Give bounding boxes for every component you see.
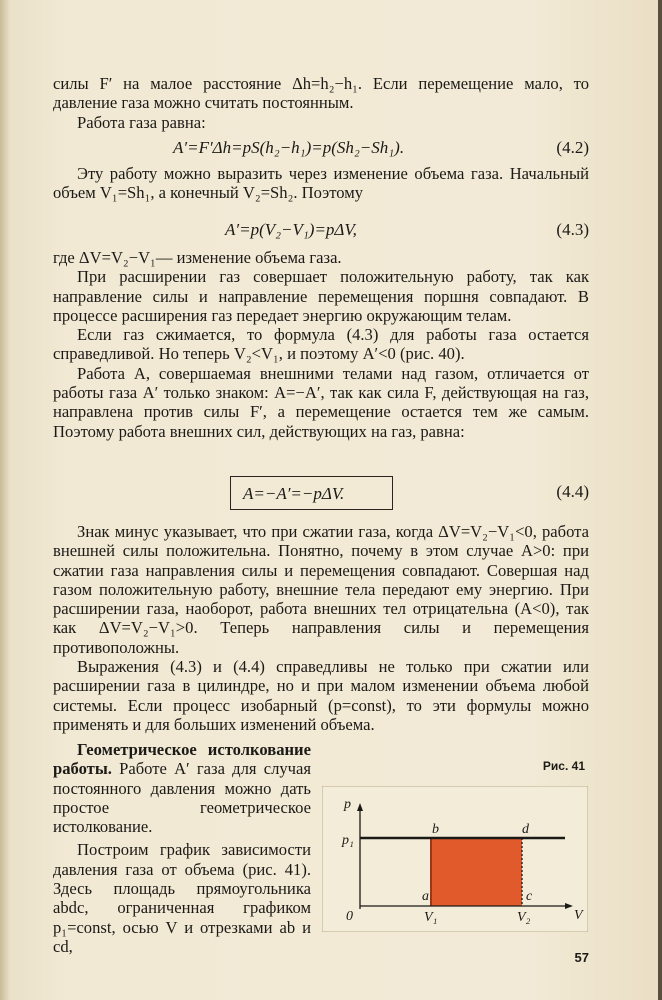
formula-expression: A′=F′Δh=pS(h₂−h₁)=p(Sh₂−Sh₁).: [173, 138, 405, 157]
paragraph-text: Знак минус указывает, что при сжатии газа, когда ΔV=V₂−V₁<0, работа внешней силы положительна. Понятно, почему в этом случае A>0: при сжатии газа направления силы и перемещения совпадают. Совершая над газом положительную работу, внешние тела передают ему энергию. При расширении газа, наоборот, работа внешних тел отрицательна (A<0), так как ΔV=V₂−V₁>0. Теперь направления силы и перемещения противоположны.: [53, 522, 589, 657]
formula-4-3: [53, 220, 589, 242]
paragraph-text: Работе A′ газа для случая постоянного давления можно дать простое геометрическое истолкование.: [53, 759, 311, 837]
label-a: a: [422, 889, 429, 904]
page-edge-right: [658, 0, 662, 1000]
geometric-section: [53, 740, 311, 956]
label-v: V: [574, 908, 583, 923]
page-shadow-left: [0, 0, 10, 1000]
section-heading: Геометрическое истолкование работы.: [53, 740, 311, 779]
formula-4-4-box: [230, 476, 393, 510]
figure-41-graph: [322, 786, 588, 932]
label-p1: p₁: [342, 833, 354, 848]
text-line: Работа газа равна:: [77, 112, 206, 132]
formula-expression: A′=p(V₂−V₁)=pΔV,: [225, 220, 357, 239]
label-b: b: [432, 822, 439, 837]
formula-4-2: [53, 138, 589, 160]
paragraph-text: Если газ сжимается, то формула (4.3) для работы газа остается справедливой. Но теперь V₂<V₁, и поэтому A′<0 (рис. 40).: [53, 325, 589, 364]
volume-paragraph: [53, 164, 589, 203]
label-v1: V₁: [424, 910, 438, 925]
paragraph-text: где ΔV=V₂−V₁— изменение объема газа.: [53, 248, 342, 267]
formula-number: (4.4): [556, 482, 589, 501]
label-origin: 0: [346, 909, 353, 924]
formula-number: (4.2): [556, 138, 589, 157]
label-p: p: [344, 797, 351, 812]
main-body: [53, 248, 589, 441]
text-line: силы F′ на малое расстояние Δh=h₂−h₁. Если перемещение мало, то давление газа можно считать постоянным.: [53, 74, 589, 113]
label-d: d: [522, 822, 529, 837]
paragraph-text: Построим график зависимости давления газа от объема (рис. 41). Здесь площадь прямоугольника abdc, ограниченная графиком p₁=const, осью V и отрезками ab и cd,: [53, 840, 311, 956]
paragraph-text: При расширении газ совершает положительную работу, так как направление силы и направление перемещения поршня совпадают. В процессе расширения газ передает энергию окружающим телам.: [53, 267, 589, 325]
page-number: 57: [574, 950, 589, 965]
sign-paragraph: [53, 522, 589, 734]
formula-number: (4.3): [556, 220, 589, 239]
paragraph-text: Эту работу можно выразить через изменение объема газа. Начальный объем V₁=Sh₁, а конечный V₂=Sh₂. Поэтому: [53, 164, 589, 203]
work-area-rect: [431, 838, 522, 906]
label-v2: V₂: [517, 910, 531, 925]
figure-caption: Рис. 41: [542, 759, 585, 773]
geom-paragraph: [53, 740, 311, 836]
paragraph-text: Выражения (4.3) и (4.4) справедливы не только при сжатии или расширении газа в цилиндре, но и при малом изменении объема любой системы. Если процесс изобарный (p=const), то эти формулы можно применять и для больших изменений объема.: [53, 657, 589, 734]
formula-expression: A=−A′=−pΔV.: [243, 484, 345, 503]
top-paragraph: [53, 74, 589, 132]
label-c: c: [526, 889, 533, 904]
paragraph-text: Работа A, совершаемая внешними телами над газом, отличается от работы газа A′ только знаком: A=−A′, так как сила F, действующая на газ, направлена против силы F′, а перемещение остается тем же самым. Поэтому работа внешних сил, действующих на газ, равна:: [53, 363, 589, 441]
